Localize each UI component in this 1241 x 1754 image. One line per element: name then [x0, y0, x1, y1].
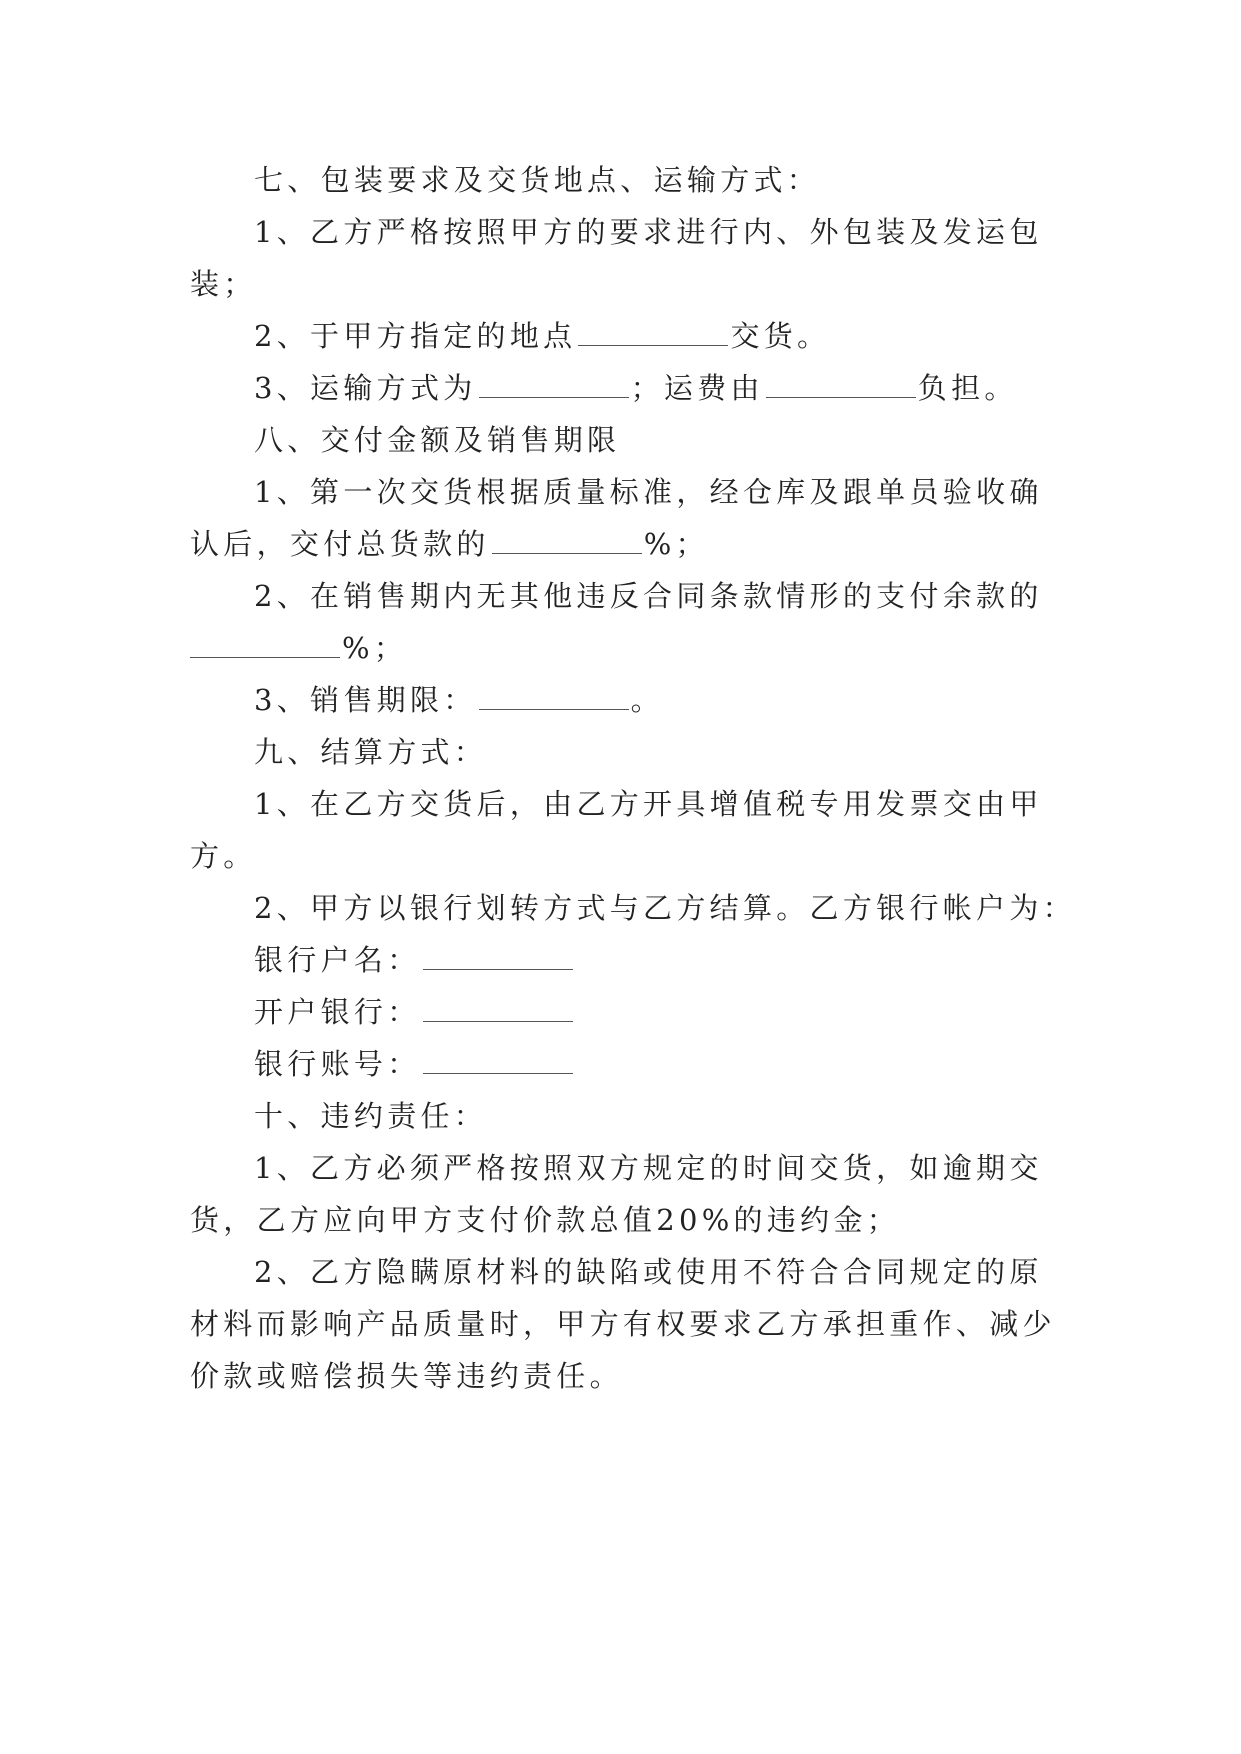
section-7-heading-text: 七、包装要求及交货地点、运输方式： [254, 163, 821, 197]
section-7-heading [254, 160, 820, 200]
bank-name-blank[interactable] [423, 943, 573, 970]
section-8-heading [254, 420, 620, 460]
section-10-item-1-line-1 [254, 1148, 1043, 1188]
section-7-item-3-tail: 负担。 [917, 371, 1018, 405]
section-7-item-2 [254, 316, 830, 356]
delivery-location-blank[interactable] [578, 319, 728, 346]
section-8-item-1-text: 1、第一次交货根据质量标准，经仓库及跟单员验收确 [254, 475, 1043, 509]
section-7-item-3 [254, 368, 1018, 408]
section-8-item-3-text: 3、销售期限： [254, 683, 477, 717]
section-10-item-2-line-3 [190, 1356, 623, 1396]
first-payment-percent-blank[interactable] [492, 527, 642, 554]
section-10-item-2-text-end: 价款或赔偿损失等违约责任。 [190, 1359, 623, 1393]
bank-account-row [254, 1044, 575, 1084]
bank-open-label: 开户银行： [254, 995, 421, 1029]
section-8-heading-text: 八、交付金额及销售期限 [254, 423, 621, 457]
section-10-item-2-text: 2、乙方隐瞒原材料的缺陷或使用不符合合同规定的原 [254, 1255, 1043, 1289]
bank-open-blank[interactable] [423, 995, 573, 1022]
section-7-item-1-line-1 [254, 212, 1043, 252]
section-10-item-2-line-1 [254, 1252, 1043, 1292]
section-9-item-1-text: 1、在乙方交货后，由乙方开具增值税专用发票交由甲 [254, 787, 1043, 821]
section-7-item-2-tail: 交货。 [730, 319, 831, 353]
section-10-item-1-line-2 [190, 1200, 900, 1240]
bank-name-row [254, 940, 575, 980]
bank-account-label: 银行账号： [254, 1047, 421, 1081]
bank-account-blank[interactable] [423, 1047, 573, 1074]
section-8-item-1-text-cont: 认后，交付总货款的 [190, 527, 490, 561]
section-9-item-2-line-1 [254, 888, 1076, 928]
section-10-heading-text: 十、违约责任： [254, 1099, 488, 1133]
section-7-item-1-text: 1、乙方严格按照甲方的要求进行内、外包装及发运包 [254, 215, 1043, 249]
section-7-item-1-text-cont: 装； [190, 267, 257, 301]
section-7-item-1-line-2 [190, 264, 257, 304]
section-9-heading [254, 732, 487, 772]
section-10-item-1-text: 1、乙方必须严格按照双方规定的时间交货，如逾期交 [254, 1151, 1043, 1185]
section-10-item-1-text-cont: 货，乙方应向甲方支付价款总值20%的违约金； [190, 1203, 901, 1237]
section-7-item-2-text: 2、于甲方指定的地点 [254, 319, 577, 353]
section-9-item-2-text: 2、甲方以银行划转方式与乙方结算。乙方银行帐户为： [254, 891, 1076, 925]
section-8-item-1-line-1 [254, 472, 1043, 512]
section-8-item-2-text: 2、在销售期内无其他违反合同条款情形的支付余款的 [254, 579, 1043, 613]
freight-payer-blank[interactable] [766, 371, 916, 398]
section-10-heading [254, 1096, 487, 1136]
section-10-item-2-line-2 [190, 1304, 1056, 1344]
section-8-item-3 [254, 680, 664, 720]
section-9-item-1-text-cont: 方。 [190, 839, 257, 873]
section-8-item-1-line-2 [190, 524, 709, 564]
section-9-item-1-line-1 [254, 784, 1043, 824]
section-8-item-1-tail: %； [643, 527, 709, 561]
section-8-item-3-tail: 。 [630, 683, 664, 717]
section-8-item-2-tail: %； [342, 631, 408, 665]
balance-payment-percent-blank[interactable] [190, 631, 340, 658]
section-8-item-2-line-1 [254, 576, 1043, 616]
section-9-item-1-line-2 [190, 836, 257, 876]
bank-name-label: 银行户名： [254, 943, 421, 977]
sales-period-blank[interactable] [479, 683, 629, 710]
section-7-item-3-middle: ；运费由 [630, 371, 764, 405]
section-8-item-2-line-2 [190, 628, 407, 668]
bank-open-row [254, 992, 575, 1032]
section-9-heading-text: 九、结算方式： [254, 735, 488, 769]
transport-method-blank[interactable] [479, 371, 629, 398]
section-10-item-2-text-cont: 材料而影响产品质量时，甲方有权要求乙方承担重作、减少 [190, 1307, 1056, 1341]
section-7-item-3-text: 3、运输方式为 [254, 371, 477, 405]
